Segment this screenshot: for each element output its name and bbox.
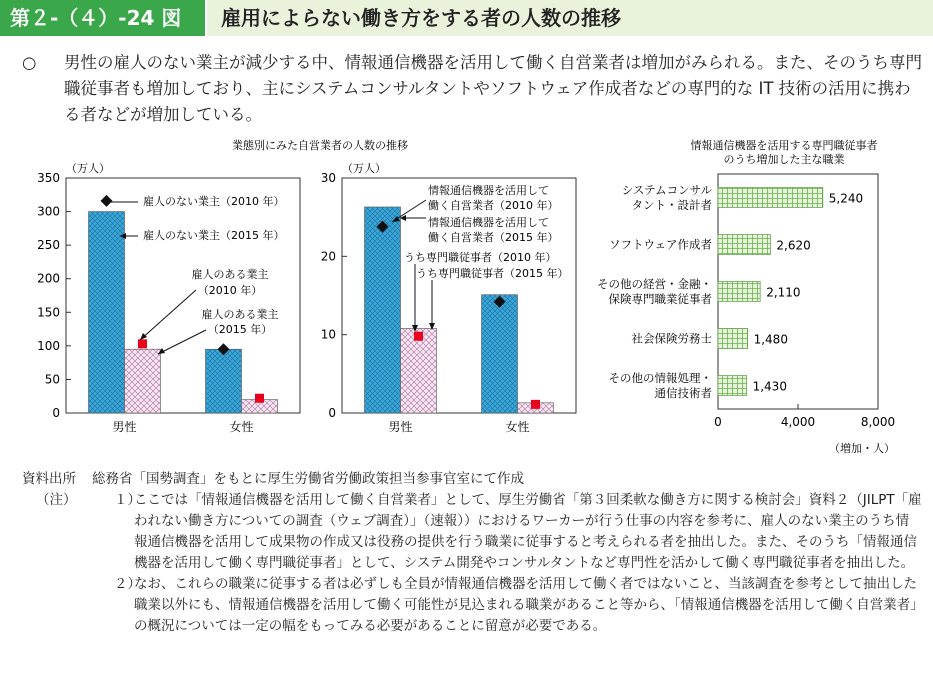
chart-3-xlabel: （増加・人） bbox=[829, 442, 895, 455]
annotation-arrow bbox=[158, 330, 206, 354]
note-row-2 bbox=[22, 574, 922, 637]
y-tick-label: 50 bbox=[44, 372, 60, 387]
bar-main bbox=[206, 349, 242, 413]
annotation-specialist-2010: うち専門職従事者（2010 年） bbox=[404, 251, 557, 264]
source-label: 資料出所 bbox=[22, 471, 76, 487]
y-tick-label: 0 bbox=[52, 406, 60, 420]
chart-1-ylabel: （万人） bbox=[66, 162, 110, 175]
annotation-arrow bbox=[140, 290, 196, 340]
bar-main bbox=[365, 207, 401, 413]
y-category-label: タント・設計者 bbox=[631, 198, 712, 212]
figure-number: 第２-（４）-24 図 bbox=[0, 0, 205, 36]
marker-square bbox=[531, 400, 540, 409]
chart-2-ylabel: （万人） bbox=[342, 162, 386, 175]
bar-occupation bbox=[718, 376, 747, 396]
figure-header bbox=[0, 0, 933, 36]
chart-3-title-line-1: 情報通信機器を活用する専門職従事者 bbox=[690, 139, 878, 152]
bar-value-label: 5,240 bbox=[828, 191, 864, 206]
bar-value-label: 1,430 bbox=[752, 379, 787, 394]
circle-bullet-icon: ○ bbox=[22, 53, 37, 72]
marker-square bbox=[255, 394, 264, 403]
chart-3-bars bbox=[718, 188, 863, 396]
y-category-label: 社会保険労務士 bbox=[631, 331, 712, 346]
summary-body: 男性の雇人のない業主が減少する中、情報通信機器を活用して働く自営業者は増加がみられる。また、そのうち専門職従事者も増加しており、主にシステムコンサルタントやソフトウェア作成者などの専門的な IT 技術の活用に携わる者などが増加している。 bbox=[64, 53, 922, 124]
y-tick-label: 200 bbox=[37, 271, 60, 286]
x-category-label: 女性 bbox=[505, 420, 530, 434]
y-tick-label: 100 bbox=[37, 338, 60, 353]
chart-3-title-line-2: のうち増加した主な職業 bbox=[723, 153, 845, 166]
x-tick-label: 8,000 bbox=[860, 415, 896, 429]
note-number-1: １） bbox=[114, 492, 141, 508]
x-category-label: 男性 bbox=[112, 420, 137, 434]
x-category-label: 男性 bbox=[388, 420, 413, 434]
bar-value-label: 2,620 bbox=[776, 238, 811, 253]
annotation-with-employees-2010-a: 雇人のある業主 bbox=[191, 268, 269, 281]
y-category-label: 保険専門職業従事者 bbox=[608, 292, 712, 306]
bar-sub bbox=[125, 349, 161, 413]
chart-1-self-employed bbox=[37, 138, 408, 434]
bar-occupation bbox=[718, 282, 760, 302]
summary-text bbox=[22, 50, 922, 128]
y-tick-label: 350 bbox=[37, 171, 60, 185]
y-category-label: ソフトウェア作成者 bbox=[608, 237, 712, 252]
chart-1-annotations bbox=[104, 194, 285, 354]
note-text-1: ここでは「情報通信機器を活用して働く自営業者」として、厚生労働省「第３回柔軟な働き方に関する検討会」資料２（JILPT「雇われない働き方についての調査（ウェブ調査）」（速報））におけるワーカーが行う仕事の内容を参考に、雇人のない業主のうち情報通信機器を活用して成果物の作成又は役務の提供を行う職業に従事すると考えられる者を抽出した。また、そのうち「情報通信機器を活用して働く専門職従事者」として、システム開発やコンサルタントなど専門性を活かして働く専門職従事者を抽出した。 bbox=[134, 492, 922, 571]
figure-title: 雇用によらない働き方をする者の人数の推移 bbox=[207, 0, 933, 36]
y-tick-label: 20 bbox=[320, 249, 336, 264]
source-row bbox=[22, 469, 922, 490]
y-tick-label: 300 bbox=[37, 204, 60, 219]
chart-2-ict-self-employed bbox=[321, 162, 576, 434]
annotation-ict-2015-a: 情報通信機器を活用して bbox=[428, 216, 549, 229]
y-category-label: 通信技術者 bbox=[654, 386, 712, 400]
marker-square bbox=[138, 339, 147, 348]
annotation-with-employees-2010-b: （2010 年） bbox=[197, 284, 263, 297]
chart-3-occupations bbox=[597, 138, 895, 455]
bar-occupation bbox=[718, 235, 770, 255]
annotation-specialist-2015: うち専門職従事者（2015 年） bbox=[416, 267, 569, 280]
annotation-with-employees-2015-b: （2015 年） bbox=[207, 323, 273, 336]
annotation-ict-2010-b: 働く自営業者（2010 年） bbox=[428, 199, 559, 212]
chart-1-bars bbox=[89, 195, 278, 413]
source-text: 総務省「国勢調査」をもとに厚生労働省労働政策担当参事官室にて作成 bbox=[92, 471, 524, 487]
y-tick-label: 0 bbox=[328, 406, 336, 420]
annotation-with-employees-2015-a: 雇人のある業主 bbox=[201, 308, 279, 321]
annotation-ict-2010-a: 情報通信機器を活用して bbox=[428, 184, 549, 197]
x-tick-label: 4,000 bbox=[780, 415, 816, 429]
y-tick-label: 30 bbox=[320, 171, 336, 185]
annotation-no-employees-2015: 雇人のない業主（2015 年） bbox=[143, 229, 285, 242]
bar-occupation bbox=[718, 188, 823, 208]
y-tick-label: 250 bbox=[37, 238, 60, 253]
x-category-label: 女性 bbox=[229, 420, 254, 434]
note-label: （注） bbox=[36, 492, 77, 508]
y-category-label: システムコンサル bbox=[621, 183, 712, 197]
y-category-label: その他の経営・金融・ bbox=[597, 277, 712, 291]
bar-main bbox=[89, 212, 125, 413]
marker-square bbox=[414, 332, 423, 341]
note-text-2: なお、これらの職業に従事する者は必ずしも全員が情報通信機器を活用して働く者ではないこと、当該調査を参考として抽出した職業以外にも、情報通信機器を活用して働く可能性が見込まれる職業があること等から、「情報通信機器を活用して働く自営業者」の概況については一定の幅をもってみる必要があることに留意が必要である。 bbox=[134, 576, 917, 634]
y-category-label: その他の情報処理・ bbox=[608, 371, 712, 385]
y-tick-label: 10 bbox=[320, 327, 336, 342]
note-row-1 bbox=[22, 490, 922, 574]
y-tick-label: 150 bbox=[37, 305, 60, 320]
bar-sub bbox=[401, 328, 437, 413]
bar-value-label: 2,110 bbox=[766, 285, 801, 300]
bar-value-label: 1,480 bbox=[753, 332, 788, 347]
chart-2-annotations bbox=[392, 183, 569, 332]
chart-area bbox=[0, 136, 933, 466]
bar-occupation bbox=[718, 329, 748, 349]
annotation-ict-2015-b: 働く自営業者（2015 年） bbox=[428, 231, 559, 244]
note-number-2: ２） bbox=[114, 576, 141, 592]
notes-section bbox=[22, 469, 922, 637]
bar-main bbox=[482, 295, 518, 413]
x-tick-label: 0 bbox=[714, 415, 722, 429]
annotation-no-employees-2010: 雇人のない業主（2010 年） bbox=[143, 195, 285, 208]
chart-1-title: 業態別にみた自営業者の人数の推移 bbox=[232, 139, 408, 152]
marker-diamond bbox=[101, 195, 113, 207]
